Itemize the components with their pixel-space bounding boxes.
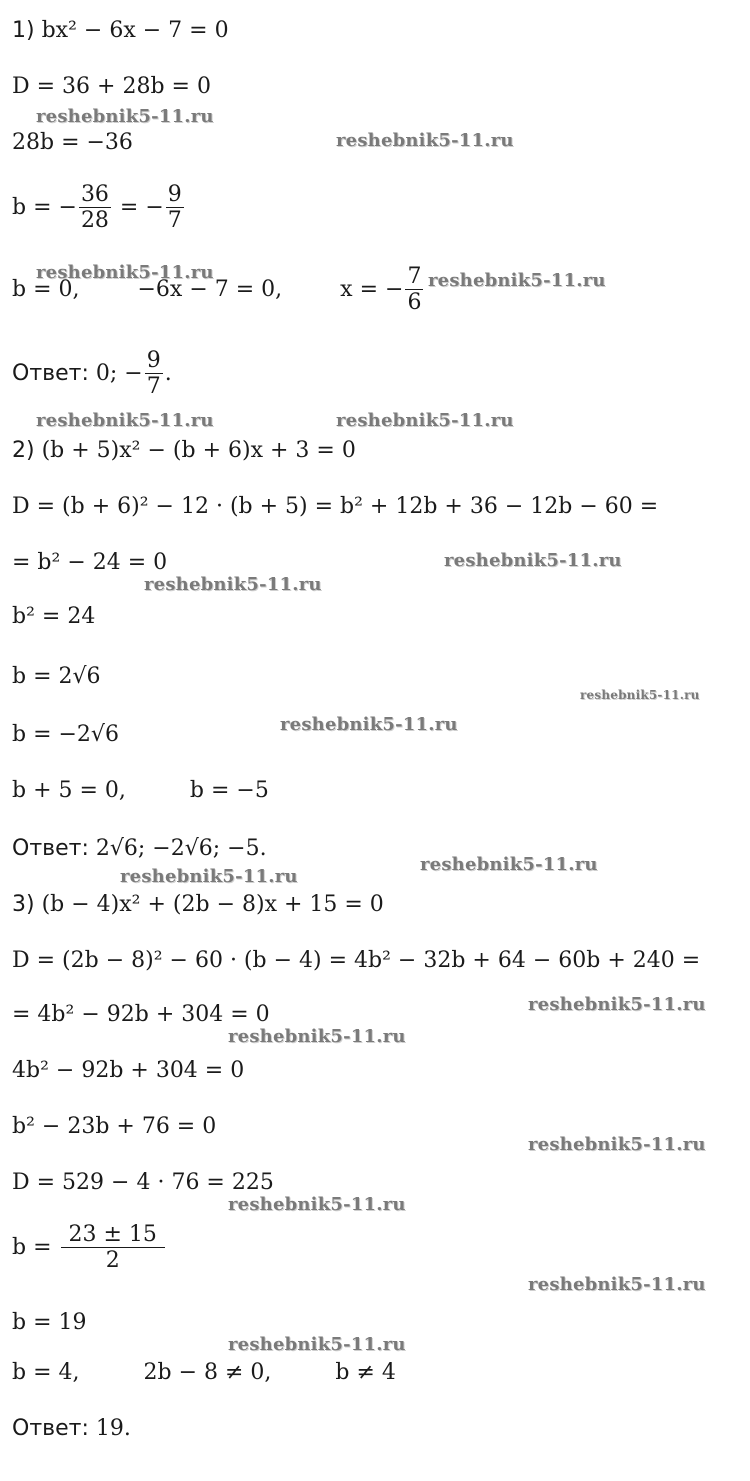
part1-answer: Ответ: 0; − $\frac{9}{7}$ . bbox=[12, 348, 172, 400]
fraction: $\frac{36}{28}$ bbox=[80, 182, 109, 234]
part2-equation: 2) (b + 5)x² − (b + 6)x + 3 = 0 bbox=[12, 438, 356, 463]
fraction: $\frac{9}{7}$ bbox=[146, 348, 161, 400]
part2-root1: b = 2√6 bbox=[12, 664, 101, 689]
watermark: reshebnik5-11.ru bbox=[36, 262, 214, 283]
part3-case: b = 4, 2b − 8 ≠ 0, b ≠ 4 bbox=[12, 1360, 396, 1385]
part3-discriminant2: D = 529 − 4 · 76 = 225 bbox=[12, 1170, 274, 1195]
part1-case-b-zero: b = 0, −6x − 7 = 0, x = − $\frac{7}{6}$ bbox=[12, 264, 422, 316]
watermark: reshebnik5-11.ru bbox=[420, 854, 598, 875]
watermark: reshebnik5-11.ru bbox=[228, 1194, 406, 1215]
watermark: reshebnik5-11.ru bbox=[336, 410, 514, 431]
part3-step2: b² − 23b + 76 = 0 bbox=[12, 1114, 217, 1139]
watermark: reshebnik5-11.ru bbox=[36, 106, 214, 127]
watermark: reshebnik5-11.ru bbox=[528, 1274, 706, 1295]
watermark: reshebnik5-11.ru bbox=[444, 550, 622, 571]
part2-root2: b = −2√6 bbox=[12, 722, 119, 747]
fraction: $\frac{23 \pm 15}{2}$ bbox=[61, 1222, 165, 1274]
part2-discriminant-cont: = b² − 24 = 0 bbox=[12, 550, 168, 575]
part3-equation: 3) (b − 4)x² + (2b − 8)x + 15 = 0 bbox=[12, 892, 384, 917]
part2-discriminant: D = (b + 6)² − 12 · (b + 5) = b² + 12b + 36 − 12b − 60 = bbox=[12, 494, 659, 519]
part1-b-fraction: b = − $\frac{36}{28}$ = − $\frac{9}{7}$ bbox=[12, 182, 182, 234]
part3-answer: Ответ: 19. bbox=[12, 1416, 131, 1441]
part3-step1: 4b² − 92b + 304 = 0 bbox=[12, 1058, 245, 1083]
watermark: reshebnik5-11.ru bbox=[36, 410, 214, 431]
part1-equation: 1) bx² − 6x − 7 = 0 bbox=[12, 18, 229, 43]
watermark: reshebnik5-11.ru bbox=[144, 574, 322, 595]
fraction: $\frac{7}{6}$ bbox=[407, 264, 422, 316]
watermark: reshebnik5-11.ru bbox=[336, 130, 514, 151]
part2-case: b + 5 = 0, b = −5 bbox=[12, 778, 269, 803]
part3-root-formula: b = $\frac{23 \pm 15}{2}$ bbox=[12, 1222, 167, 1274]
watermark: reshebnik5-11.ru bbox=[528, 1134, 706, 1155]
watermark: reshebnik5-11.ru bbox=[528, 994, 706, 1015]
watermark: reshebnik5-11.ru bbox=[120, 866, 298, 887]
watermark: reshebnik5-11.ru bbox=[228, 1334, 406, 1355]
part1-discriminant: D = 36 + 28b = 0 bbox=[12, 74, 211, 99]
part3-discriminant-cont: = 4b² − 92b + 304 = 0 bbox=[12, 1002, 270, 1027]
watermark: reshebnik5-11.ru bbox=[280, 714, 458, 735]
part3-root: b = 19 bbox=[12, 1310, 87, 1335]
part3-discriminant: D = (2b − 8)² − 60 · (b − 4) = 4b² − 32b + 64 − 60b + 240 = bbox=[12, 948, 701, 973]
watermark: reshebnik5-11.ru bbox=[580, 688, 700, 702]
fraction: $\frac{9}{7}$ bbox=[167, 182, 182, 234]
part1-step: 28b = −36 bbox=[12, 130, 133, 155]
watermark: reshebnik5-11.ru bbox=[228, 1026, 406, 1047]
part2-step: b² = 24 bbox=[12, 604, 96, 629]
watermark: reshebnik5-11.ru bbox=[428, 270, 606, 291]
part2-answer: Ответ: 2√6; −2√6; −5. bbox=[12, 836, 267, 861]
